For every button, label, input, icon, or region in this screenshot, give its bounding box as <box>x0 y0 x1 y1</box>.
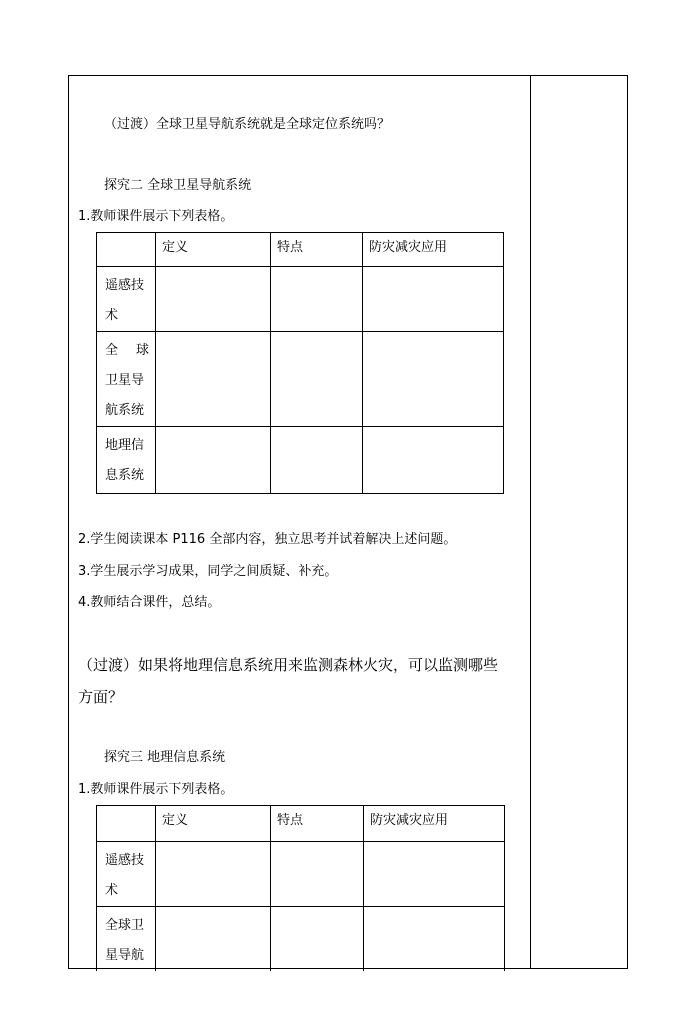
table-row <box>97 427 504 494</box>
row-label-gnss <box>97 332 156 427</box>
table-cell <box>271 267 363 332</box>
row-label-line: 术 <box>105 883 119 898</box>
table-cell <box>156 427 271 494</box>
step-4: 4.教师结合课件，总结。 <box>78 595 221 610</box>
step-2: 2.学生阅读课本 P116 全部内容，独立思考并试着解决上述问题。 <box>78 532 457 547</box>
row-label-remote-sensing <box>97 842 156 907</box>
step-1-first: 1.教师课件展示下列表格。 <box>78 209 234 224</box>
table-row <box>97 842 505 907</box>
table-cell <box>364 907 505 972</box>
row-label-line: 遥感技 <box>105 278 145 293</box>
row-label-line <box>105 336 149 366</box>
table-cell <box>156 842 271 907</box>
row-label-gis <box>97 427 156 494</box>
row-label-gnss <box>97 907 156 972</box>
table-row <box>97 332 504 427</box>
header-empty-cell <box>97 233 156 267</box>
row-label-line: 航系统 <box>105 403 145 418</box>
table-cell <box>271 332 363 427</box>
row-label-line: 星导航 <box>105 948 145 963</box>
header-definition: 定义 <box>156 806 271 842</box>
row-label-line: 术 <box>105 308 119 323</box>
row-label-line: 卫星导 <box>105 373 145 388</box>
table-cell <box>271 907 364 972</box>
section-title-2: 探究二 全球卫星导航系统 <box>104 178 252 193</box>
transition-question-2-line1: （过渡）如果将地理信息系统用来监测森林火灾，可以监测哪些 <box>78 656 499 674</box>
comparison-table-1 <box>96 232 504 494</box>
header-features: 特点 <box>271 806 364 842</box>
header-features: 特点 <box>271 233 363 267</box>
transition-question-2-line2: 方面？ <box>78 688 124 706</box>
comparison-table-2 <box>96 805 505 971</box>
table-row <box>97 907 505 972</box>
transition-question-1: （过渡）全球卫星导航系统就是全球定位系统吗？ <box>104 117 391 132</box>
header-definition: 定义 <box>156 233 271 267</box>
row-label-line: 全球卫 <box>105 918 145 933</box>
table-cell <box>363 427 504 494</box>
row-label-remote-sensing <box>97 267 156 332</box>
table-cell <box>271 842 364 907</box>
table-cell <box>156 907 271 972</box>
table-cell <box>363 332 504 427</box>
header-disaster-application: 防灾减灾应用 <box>364 806 505 842</box>
table-cell <box>156 267 271 332</box>
step-3: 3.学生展示学习成果，同学之间质疑、补充。 <box>78 564 338 579</box>
header-disaster-application: 防灾减灾应用 <box>363 233 504 267</box>
row-label-line: 息系统 <box>105 468 145 483</box>
table-header-row <box>97 806 505 842</box>
row-label-char: 全 <box>105 343 119 358</box>
column-divider <box>530 75 531 969</box>
row-label-line: 遥感技 <box>105 853 145 868</box>
table-cell <box>271 427 363 494</box>
table-header-row <box>97 233 504 267</box>
step-1-second: 1.教师课件展示下列表格。 <box>78 782 234 797</box>
table-row <box>97 267 504 332</box>
row-label-line: 地理信 <box>105 438 145 453</box>
table-cell <box>156 332 271 427</box>
header-empty-cell <box>97 806 156 842</box>
table-cell <box>364 842 505 907</box>
row-label-char: 球 <box>135 343 149 358</box>
section-title-3: 探究三 地理信息系统 <box>104 750 226 765</box>
table-cell <box>363 267 504 332</box>
